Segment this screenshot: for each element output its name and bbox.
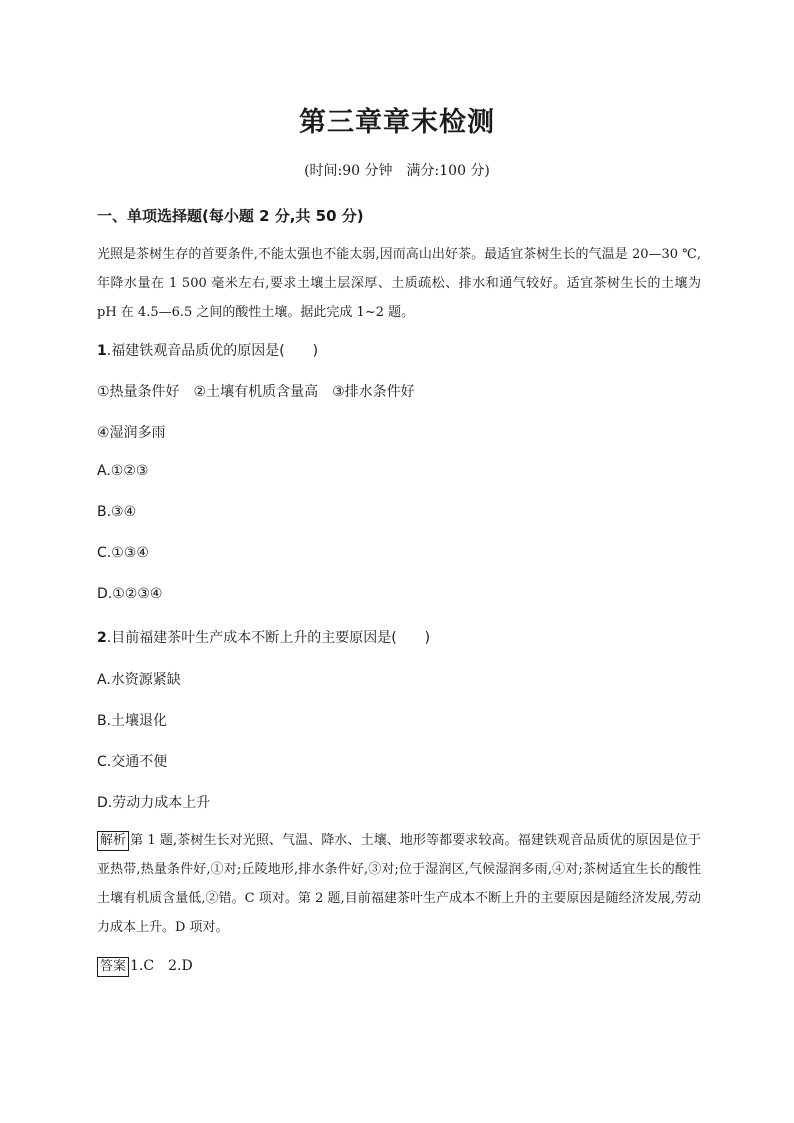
page-title: 第三章章末检测 bbox=[299, 107, 495, 138]
answer-block bbox=[97, 955, 193, 977]
statements-line-1: ①热量条件好 ②土壤有机质含量高 ③排水条件好 bbox=[97, 384, 415, 400]
option-c: C.①③④ bbox=[97, 545, 149, 561]
analysis-block bbox=[97, 826, 701, 942]
answer-text: 1.C 2.D bbox=[130, 958, 193, 974]
option-a: A.①②③ bbox=[97, 463, 149, 479]
reading-passage: 光照是茶树生存的首要条件,不能太强也不能太弱,因而高山出好茶。最适宜茶树生长的气温是 20—30 ℃,年降水量在 1 500 毫米左右,要求土壤土层深厚、土质疏松、排水和通气较好。适宜茶树生长的土壤为 pH 在 4.5—6.5 之间的酸性土壤。据此完成 1~2 题。 bbox=[97, 247, 701, 320]
option-a: A.水资源紧缺 bbox=[97, 672, 181, 688]
option-d: D.①②③④ bbox=[97, 586, 163, 602]
option-b: B.土壤退化 bbox=[97, 713, 168, 729]
question-1 bbox=[97, 340, 318, 360]
question-2 bbox=[97, 627, 430, 647]
option-c: C.交通不便 bbox=[97, 754, 168, 770]
option-d: D.劳动力成本上升 bbox=[97, 795, 211, 811]
section-heading: 一、单项选择题(每小题 2 分,共 50 分) bbox=[97, 207, 364, 225]
analysis-text: 第 1 题,茶树生长对光照、气温、降水、土壤、地形等都要求较高。福建铁观音品质优的原因是位于亚热带,热量条件好,①对;丘陵地形,排水条件好,③对;位于湿润区,气候湿润多雨,④对;茶树适宜生长的酸性土壤有机质含量低,②错。C 项对。第 2 题,目前福建茶叶生产成本不断上升的主要原因是随经济发展,劳动力成本上升。D 项对。 bbox=[97, 833, 701, 935]
statements-line-2: ④湿润多雨 bbox=[97, 425, 166, 441]
exam-info: (时间:90 分钟 满分:100 分) bbox=[304, 163, 490, 179]
question-number: 2 bbox=[97, 630, 107, 646]
question-stem: .福建铁观音品质优的原因是( ) bbox=[106, 343, 319, 359]
question-stem: .目前福建茶叶生产成本不断上升的主要原因是( ) bbox=[106, 630, 431, 646]
question-number: 1 bbox=[97, 343, 107, 359]
option-b: B.③④ bbox=[97, 504, 137, 520]
answer-label: 答案 bbox=[97, 957, 129, 977]
analysis-label: 解析 bbox=[97, 831, 129, 851]
